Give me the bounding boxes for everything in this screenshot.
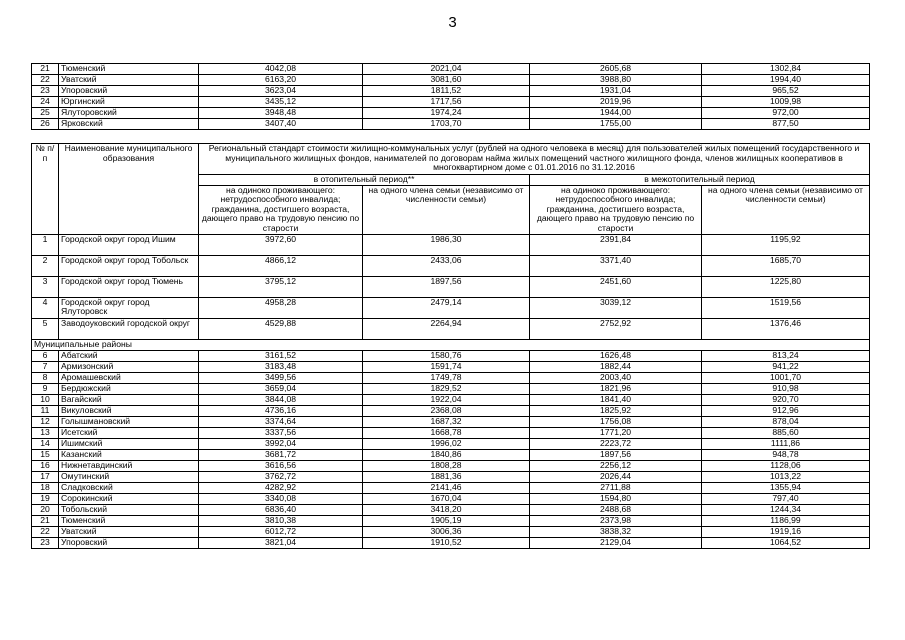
table-row [32,460,870,471]
row-name: Тюменский [59,515,199,526]
value-heating-member: 1905,19 [363,515,530,526]
row-number: 12 [32,416,59,427]
row-number: 14 [32,438,59,449]
value-heating-single: 3681,72 [199,449,363,460]
header-nonheating: в межотопительный период [530,175,870,186]
row-number: 22 [32,526,59,537]
row-number: 7 [32,361,59,372]
table-row [32,108,870,119]
value-heating-member: 1749,78 [363,372,530,383]
row-name: Городской округ город Ялуторовск [59,297,199,318]
value-nonheating-member: 910,98 [702,383,870,394]
value-heating-single: 4042,08 [199,64,363,75]
value-heating-member: 2141,46 [363,482,530,493]
value-nonheating-single: 3039,12 [530,297,702,318]
value-nonheating-member: 878,04 [702,416,870,427]
value-nonheating-single: 1944,00 [530,108,702,119]
value-heating-single: 3762,72 [199,471,363,482]
table-row [32,416,870,427]
value-heating-single: 3844,08 [199,394,363,405]
value-nonheating-member: 1994,40 [702,75,870,86]
table-row [32,438,870,449]
value-nonheating-single: 2488,68 [530,504,702,515]
value-nonheating-member: 1519,56 [702,297,870,318]
table-row [32,427,870,438]
table-row [32,372,870,383]
value-heating-member: 1808,28 [363,460,530,471]
value-nonheating-member: 1064,52 [702,537,870,548]
row-number: 21 [32,64,59,75]
row-name: Голышмановский [59,416,199,427]
section-label: Муниципальные районы [32,339,870,350]
value-heating-single: 4529,88 [199,318,363,339]
value-nonheating-single: 1897,56 [530,449,702,460]
row-name: Омутинский [59,471,199,482]
value-nonheating-single: 1756,08 [530,416,702,427]
value-heating-member: 3081,60 [363,75,530,86]
value-heating-single: 3499,56 [199,372,363,383]
table-row [32,394,870,405]
value-heating-member: 1670,04 [363,493,530,504]
value-nonheating-member: 885,60 [702,427,870,438]
value-heating-member: 1811,52 [363,86,530,97]
row-number: 1 [32,234,59,255]
row-name: Бердюжский [59,383,199,394]
row-number: 18 [32,482,59,493]
row-name: Вагайский [59,394,199,405]
value-heating-single: 3972,60 [199,234,363,255]
header-num: № п/п [32,144,59,235]
value-heating-member: 1996,02 [363,438,530,449]
value-heating-member: 1922,04 [363,394,530,405]
value-nonheating-member: 1186,99 [702,515,870,526]
row-name: Заводоуковский городской округ [59,318,199,339]
value-heating-member: 1580,76 [363,350,530,361]
value-heating-member: 2264,94 [363,318,530,339]
standards-table [31,143,870,549]
row-name: Городской округ город Тобольск [59,255,199,276]
row-name: Ишимский [59,438,199,449]
value-heating-member: 1703,70 [363,119,530,130]
value-nonheating-member: 1128,06 [702,460,870,471]
row-name: Упоровский [59,537,199,548]
row-name: Ярковский [59,119,199,130]
value-nonheating-single: 2711,88 [530,482,702,493]
value-heating-member: 1974,24 [363,108,530,119]
value-nonheating-member: 877,50 [702,119,870,130]
table-row [32,119,870,130]
row-name: Абатский [59,350,199,361]
row-number: 3 [32,276,59,297]
row-number: 4 [32,297,59,318]
value-heating-single: 4282,92 [199,482,363,493]
value-nonheating-single: 3838,32 [530,526,702,537]
value-heating-member: 1897,56 [363,276,530,297]
value-heating-member: 1829,52 [363,383,530,394]
header-heating: в отопительный период** [199,175,530,186]
row-name: Юргинский [59,97,199,108]
value-heating-member: 1687,32 [363,416,530,427]
value-nonheating-member: 1685,70 [702,255,870,276]
table-row [32,383,870,394]
value-heating-single: 3183,48 [199,361,363,372]
row-name: Сладковский [59,482,199,493]
row-number: 6 [32,350,59,361]
row-number: 23 [32,86,59,97]
row-name: Уватский [59,526,199,537]
value-nonheating-single: 2373,98 [530,515,702,526]
table-row [32,97,870,108]
value-heating-single: 3374,64 [199,416,363,427]
row-name: Ялуторовский [59,108,199,119]
row-name: Упоровский [59,86,199,97]
table-row [32,276,870,297]
value-heating-single: 4958,28 [199,297,363,318]
value-nonheating-single: 3371,40 [530,255,702,276]
table-row [32,64,870,75]
value-nonheating-member: 1302,84 [702,64,870,75]
value-heating-member: 1910,52 [363,537,530,548]
row-name: Городской округ город Ишим [59,234,199,255]
value-heating-member: 2021,04 [363,64,530,75]
value-nonheating-member: 965,52 [702,86,870,97]
value-nonheating-member: 1009,98 [702,97,870,108]
value-nonheating-member: 920,70 [702,394,870,405]
row-name: Нижнетавдинский [59,460,199,471]
row-name: Уватский [59,75,199,86]
value-heating-member: 3006,36 [363,526,530,537]
table-row [32,350,870,361]
value-nonheating-single: 2026,44 [530,471,702,482]
value-heating-single: 3435,12 [199,97,363,108]
value-nonheating-single: 2223,72 [530,438,702,449]
value-nonheating-member: 912,96 [702,405,870,416]
value-nonheating-member: 813,24 [702,350,870,361]
value-nonheating-single: 1594,80 [530,493,702,504]
value-heating-single: 3161,52 [199,350,363,361]
row-name: Викуловский [59,405,199,416]
value-nonheating-single: 2391,84 [530,234,702,255]
table-row [32,526,870,537]
table-row [32,515,870,526]
value-nonheating-single: 1931,04 [530,86,702,97]
row-number: 24 [32,97,59,108]
row-name: Тюменский [59,64,199,75]
value-heating-member: 1986,30 [363,234,530,255]
row-number: 11 [32,405,59,416]
value-nonheating-member: 1376,46 [702,318,870,339]
table-row [32,361,870,372]
row-number: 5 [32,318,59,339]
value-nonheating-member: 941,22 [702,361,870,372]
continuation-table [31,63,870,130]
row-number: 20 [32,504,59,515]
row-name: Городской округ город Тюмень [59,276,199,297]
value-heating-member: 1840,86 [363,449,530,460]
value-heating-single: 3795,12 [199,276,363,297]
value-heating-single: 3810,38 [199,515,363,526]
row-number: 25 [32,108,59,119]
value-heating-single: 4736,16 [199,405,363,416]
value-nonheating-member: 1355,94 [702,482,870,493]
table-row [32,449,870,460]
value-nonheating-member: 1919,16 [702,526,870,537]
row-number: 8 [32,372,59,383]
row-name: Исетский [59,427,199,438]
value-heating-single: 3948,48 [199,108,363,119]
value-heating-member: 2368,08 [363,405,530,416]
row-number: 13 [32,427,59,438]
value-nonheating-single: 1882,44 [530,361,702,372]
value-heating-single: 3821,04 [199,537,363,548]
table-row [32,471,870,482]
row-number: 21 [32,515,59,526]
row-number: 19 [32,493,59,504]
value-heating-single: 3407,40 [199,119,363,130]
value-nonheating-member: 1111,86 [702,438,870,449]
row-name: Сорокинский [59,493,199,504]
value-nonheating-member: 1001,70 [702,372,870,383]
value-nonheating-single: 1825,92 [530,405,702,416]
row-number: 15 [32,449,59,460]
row-number: 16 [32,460,59,471]
value-heating-single: 3337,56 [199,427,363,438]
table-row [32,493,870,504]
value-heating-single: 6163,20 [199,75,363,86]
value-nonheating-member: 1195,92 [702,234,870,255]
table-row [32,504,870,515]
value-heating-member: 2433,06 [363,255,530,276]
value-nonheating-single: 2256,12 [530,460,702,471]
value-heating-member: 2479,14 [363,297,530,318]
value-nonheating-single: 3988,80 [530,75,702,86]
header-heating-member: на одного члена семьи (независимо от численности семьи) [363,185,530,234]
row-number: 23 [32,537,59,548]
value-nonheating-single: 2752,92 [530,318,702,339]
row-name: Тобольский [59,504,199,515]
value-nonheating-member: 1013,22 [702,471,870,482]
row-number: 10 [32,394,59,405]
header-nonheating-single: на одиноко проживающего: нетрудоспособного инвалида; гражданина, достигшего возраста, дающего право на трудовую пенсию по старости [530,185,702,234]
value-nonheating-member: 972,00 [702,108,870,119]
value-heating-single: 3992,04 [199,438,363,449]
table-row [32,75,870,86]
value-nonheating-member: 1244,34 [702,504,870,515]
row-name: Казанский [59,449,199,460]
value-heating-member: 1668,78 [363,427,530,438]
header-nonheating-member: на одного члена семьи (независимо от численности семьи) [702,185,870,234]
value-heating-single: 3659,04 [199,383,363,394]
page-number: 3 [448,14,457,31]
table-row [32,318,870,339]
value-heating-member: 1881,36 [363,471,530,482]
value-nonheating-single: 1771,20 [530,427,702,438]
value-nonheating-single: 2451,60 [530,276,702,297]
value-nonheating-single: 1755,00 [530,119,702,130]
header-heating-single: на одиноко проживающего: нетрудоспособного инвалида; гражданина, достигшего возраста, дающего право на трудовую пенсию по старости [199,185,363,234]
value-heating-single: 3623,04 [199,86,363,97]
value-heating-single: 4866,12 [199,255,363,276]
value-nonheating-member: 797,40 [702,493,870,504]
header-name: Наименование муниципального образования [59,144,199,235]
value-nonheating-single: 2605,68 [530,64,702,75]
row-number: 22 [32,75,59,86]
row-number: 17 [32,471,59,482]
value-nonheating-single: 2019,96 [530,97,702,108]
value-heating-single: 3340,08 [199,493,363,504]
value-heating-member: 1591,74 [363,361,530,372]
value-nonheating-single: 2129,04 [530,537,702,548]
table-row [32,255,870,276]
header-title: Региональный стандарт стоимости жилищно-коммунальных услуг (рублей на одного человека в месяц) для пользователей жилых помещений государственного и муниципального жилищных фондов, нанимателей по договорам найма жилых помещений частного жилищного фонда, членов жилищных кооперативов в многоквартирном доме с 01.01.2016 по 31.12.2016 [199,144,870,175]
value-nonheating-single: 1841,40 [530,394,702,405]
table-row [32,234,870,255]
value-heating-member: 3418,20 [363,504,530,515]
value-heating-single: 3616,56 [199,460,363,471]
value-heating-single: 6836,40 [199,504,363,515]
table-row [32,537,870,548]
row-number: 26 [32,119,59,130]
value-nonheating-single: 1821,96 [530,383,702,394]
table-row [32,405,870,416]
row-number: 2 [32,255,59,276]
table-row [32,482,870,493]
table-row [32,86,870,97]
value-heating-member: 1717,56 [363,97,530,108]
value-nonheating-member: 948,78 [702,449,870,460]
value-nonheating-single: 2003,40 [530,372,702,383]
row-name: Аромашевский [59,372,199,383]
value-heating-single: 6012,72 [199,526,363,537]
value-nonheating-member: 1225,80 [702,276,870,297]
row-name: Армизонский [59,361,199,372]
row-number: 9 [32,383,59,394]
table-row [32,297,870,318]
value-nonheating-single: 1626,48 [530,350,702,361]
